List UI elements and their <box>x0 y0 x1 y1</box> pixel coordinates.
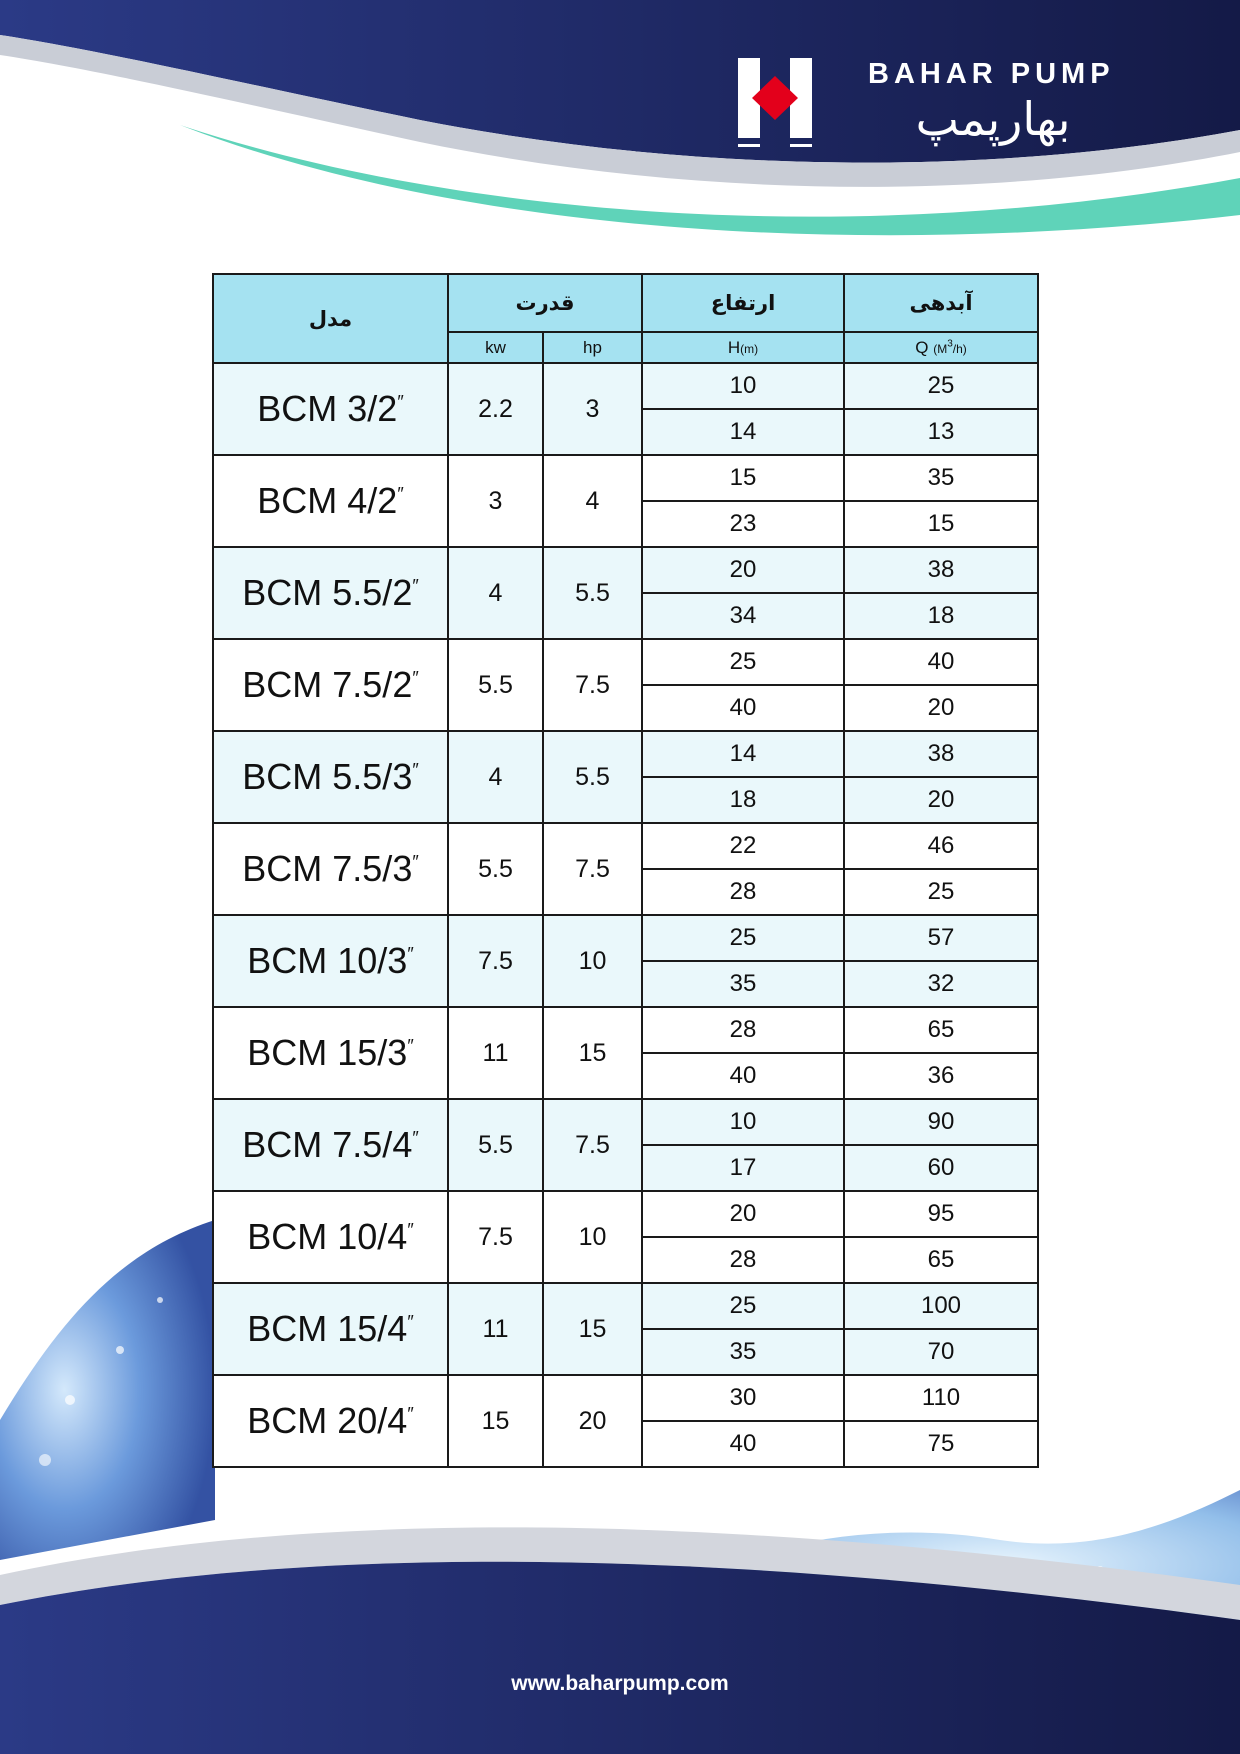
flow-cell: 65 <box>844 1007 1038 1053</box>
flow-cell: 40 <box>844 639 1038 685</box>
model-cell: BCM 5.5/3″ <box>213 731 448 823</box>
flow-cell: 38 <box>844 731 1038 777</box>
flow-cell: 18 <box>844 593 1038 639</box>
flow-cell: 38 <box>844 547 1038 593</box>
table-row <box>213 1375 1038 1421</box>
height-cell: 20 <box>642 547 844 593</box>
logo-mark-icon <box>738 58 812 152</box>
flow-cell: 32 <box>844 961 1038 1007</box>
model-cell: BCM 7.5/2″ <box>213 639 448 731</box>
kw-cell: 11 <box>448 1283 543 1375</box>
height-cell: 30 <box>642 1375 844 1421</box>
table-row <box>213 1191 1038 1237</box>
height-cell: 14 <box>642 731 844 777</box>
brand-logo <box>738 58 1118 158</box>
model-cell: BCM 3/2″ <box>213 363 448 455</box>
hp-cell: 15 <box>543 1283 642 1375</box>
flow-cell: 15 <box>844 501 1038 547</box>
flow-cell: 35 <box>844 455 1038 501</box>
hp-cell: 4 <box>543 455 642 547</box>
header-kw: kw <box>448 332 543 363</box>
height-cell: 35 <box>642 961 844 1007</box>
flow-cell: 70 <box>844 1329 1038 1375</box>
kw-cell: 2.2 <box>448 363 543 455</box>
kw-cell: 4 <box>448 547 543 639</box>
header-height-unit: H(m) <box>642 332 844 363</box>
height-cell: 18 <box>642 777 844 823</box>
pump-spec-table <box>212 273 1039 1468</box>
hp-cell: 7.5 <box>543 823 642 915</box>
table-row <box>213 915 1038 961</box>
kw-cell: 5.5 <box>448 823 543 915</box>
flow-cell: 46 <box>844 823 1038 869</box>
flow-cell: 75 <box>844 1421 1038 1467</box>
model-cell: BCM 20/4″ <box>213 1375 448 1467</box>
height-cell: 34 <box>642 593 844 639</box>
flow-cell: 20 <box>844 777 1038 823</box>
table-row <box>213 1099 1038 1145</box>
header-flow-unit: Q $(M^3/h)$ <box>844 332 1038 363</box>
table-row <box>213 639 1038 685</box>
height-cell: 15 <box>642 455 844 501</box>
hp-cell: 5.5 <box>543 731 642 823</box>
brand-name-fa: بهارپمپ <box>915 92 1071 146</box>
table-body <box>213 363 1038 1467</box>
flow-cell: 65 <box>844 1237 1038 1283</box>
kw-cell: 11 <box>448 1007 543 1099</box>
height-cell: 25 <box>642 1283 844 1329</box>
height-cell: 40 <box>642 1053 844 1099</box>
header-model: مدل <box>213 274 448 363</box>
model-cell: BCM 7.5/4″ <box>213 1099 448 1191</box>
hp-cell: 7.5 <box>543 1099 642 1191</box>
kw-cell: 5.5 <box>448 1099 543 1191</box>
flow-cell: 110 <box>844 1375 1038 1421</box>
height-cell: 14 <box>642 409 844 455</box>
height-cell: 23 <box>642 501 844 547</box>
table-row <box>213 455 1038 501</box>
height-cell: 20 <box>642 1191 844 1237</box>
kw-cell: 15 <box>448 1375 543 1467</box>
hp-cell: 10 <box>543 1191 642 1283</box>
brand-name-en: BAHAR PUMP <box>868 58 1115 90</box>
kw-cell: 4 <box>448 731 543 823</box>
hp-cell: 15 <box>543 1007 642 1099</box>
height-cell: 10 <box>642 1099 844 1145</box>
model-cell: BCM 7.5/3″ <box>213 823 448 915</box>
table-row <box>213 547 1038 593</box>
height-cell: 28 <box>642 869 844 915</box>
model-cell: BCM 4/2″ <box>213 455 448 547</box>
flow-cell: 90 <box>844 1099 1038 1145</box>
flow-cell: 57 <box>844 915 1038 961</box>
flow-cell: 25 <box>844 363 1038 409</box>
model-cell: BCM 5.5/2″ <box>213 547 448 639</box>
hp-cell: 20 <box>543 1375 642 1467</box>
footer-website: www.baharpump.com <box>511 1672 729 1695</box>
table-row <box>213 1007 1038 1053</box>
flow-cell: 20 <box>844 685 1038 731</box>
kw-cell: 7.5 <box>448 915 543 1007</box>
table-row <box>213 731 1038 777</box>
flow-cell: 95 <box>844 1191 1038 1237</box>
table-row <box>213 1283 1038 1329</box>
flow-cell: 100 <box>844 1283 1038 1329</box>
hp-cell: 3 <box>543 363 642 455</box>
height-cell: 10 <box>642 363 844 409</box>
flow-cell: 60 <box>844 1145 1038 1191</box>
kw-cell: 5.5 <box>448 639 543 731</box>
header-height: ارتفاع <box>642 274 844 332</box>
model-cell: BCM 10/4″ <box>213 1191 448 1283</box>
height-cell: 22 <box>642 823 844 869</box>
table-row <box>213 363 1038 409</box>
height-cell: 17 <box>642 1145 844 1191</box>
table-row <box>213 823 1038 869</box>
model-cell: BCM 10/3″ <box>213 915 448 1007</box>
hp-cell: 5.5 <box>543 547 642 639</box>
height-cell: 40 <box>642 685 844 731</box>
header-flow: آبدهی <box>844 274 1038 332</box>
flow-cell: 36 <box>844 1053 1038 1099</box>
flow-cell: 25 <box>844 869 1038 915</box>
height-cell: 35 <box>642 1329 844 1375</box>
hp-cell: 7.5 <box>543 639 642 731</box>
height-cell: 28 <box>642 1007 844 1053</box>
hp-cell: 10 <box>543 915 642 1007</box>
kw-cell: 3 <box>448 455 543 547</box>
height-cell: 25 <box>642 915 844 961</box>
kw-cell: 7.5 <box>448 1191 543 1283</box>
water-splash-left <box>0 1220 215 1560</box>
height-cell: 28 <box>642 1237 844 1283</box>
height-cell: 25 <box>642 639 844 685</box>
flow-cell: 13 <box>844 409 1038 455</box>
header-power: قدرت <box>448 274 642 332</box>
model-cell: BCM 15/4″ <box>213 1283 448 1375</box>
header-hp: hp <box>543 332 642 363</box>
height-cell: 40 <box>642 1421 844 1467</box>
model-cell: BCM 15/3″ <box>213 1007 448 1099</box>
